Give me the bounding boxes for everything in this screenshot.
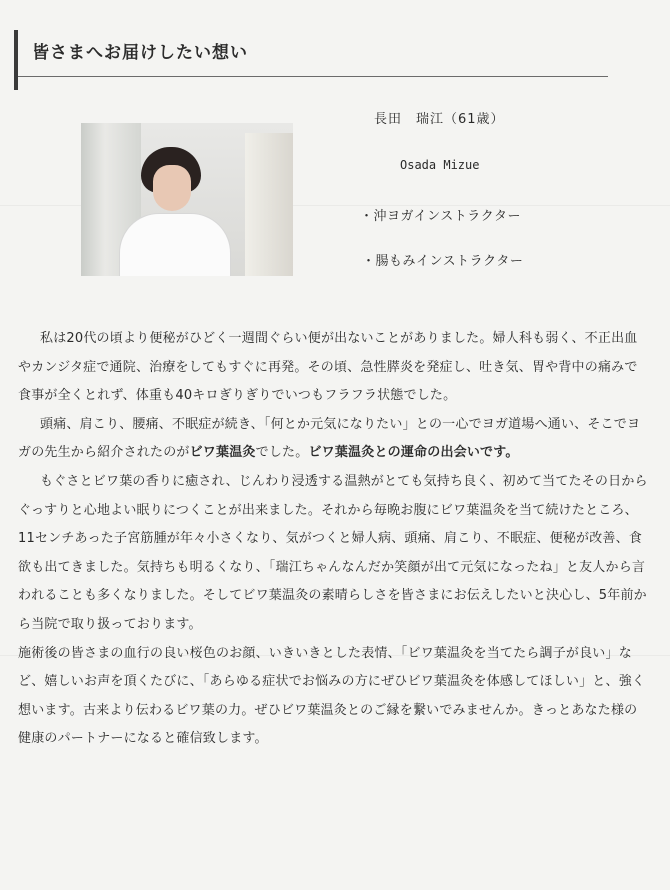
paragraph: 施術後の皆さまの血行の良い桜色のお顔、いきいきとした表情、「ビワ葉温灸を当てたら調子が良い」など、嬉しいお声を頂くたびに、「あらゆる症状でお悩みの方にぜひビワ葉温灸を体感してほしい」と、強く想います。古来より伝わるビワ葉の力。ぜひビワ葉温灸とのご縁を繋いでみませんか。きっとあなた様の健康のパートナーになると確信致します。: [18, 645, 646, 747]
profile-role: ・沖ヨガインストラクター: [360, 209, 521, 224]
body-text: [18, 325, 648, 754]
paragraph: 私は20代の頃より便秘がひどく一週間ぐらい便が出ないことがありました。婦人科も弱く、不正出血やカンジタ症で通院、治療をしてもすぐに再発。その頃、急性膵炎を発症し、吐き気、胃や背中の痛みで食事が全くとれず、体重も40キロぎりぎりでいつもフラフラ状態でした。: [18, 331, 638, 404]
profile-role: ・腸もみインストラクター: [362, 254, 524, 269]
photo-wall-panel: [245, 133, 293, 276]
heading-divider: [18, 76, 608, 77]
profile-name-jp: 長田 瑞江（61歳）: [374, 112, 505, 127]
paragraph: もぐさとビワ葉の香りに癒され、じんわり浸透する温熱がとても気持ち良く、初めて当てたその日からぐっすりと心地よい眠りにつくことが出来ました。それから毎晩お腹にビワ葉温灸を当て続けたところ、11センチあった子宮筋腫が年々小さくなり、気がつくと婦人病、頭痛、肩こり、不眠症、便秘が改善、食欲も出てきました。気持ちも明るくなり、「瑞江ちゃんなんだか笑顔が出て元気になったね」と友人から言われることも多くなりました。そしてビワ葉温灸の素晴らしさを皆さまにお伝えしたいと決心し、5年前から当院で取り扱っております。: [18, 473, 648, 632]
photo-figure-body: [119, 213, 231, 276]
paragraph-text: 頭痛、肩こり、腰痛、不眠症が続き、「何とか元気になりたい」との一心でヨガ道場へ通い、そこでヨガの先生から紹介されたのが: [18, 416, 641, 461]
heading-accent-bar: [14, 30, 18, 90]
emphasis-text: ビワ葉温灸: [189, 445, 256, 461]
emphasis-text: ビワ葉温灸との運命の出会いです。: [308, 445, 519, 461]
paragraph-text: でした。: [255, 445, 309, 461]
profile-name-en: Osada Mizue: [400, 158, 480, 172]
paragraph: [18, 411, 648, 468]
page-title: 皆さまへお届けしたい想い: [32, 43, 248, 63]
photo-figure-face: [153, 165, 191, 211]
portrait-photo: [81, 123, 293, 276]
